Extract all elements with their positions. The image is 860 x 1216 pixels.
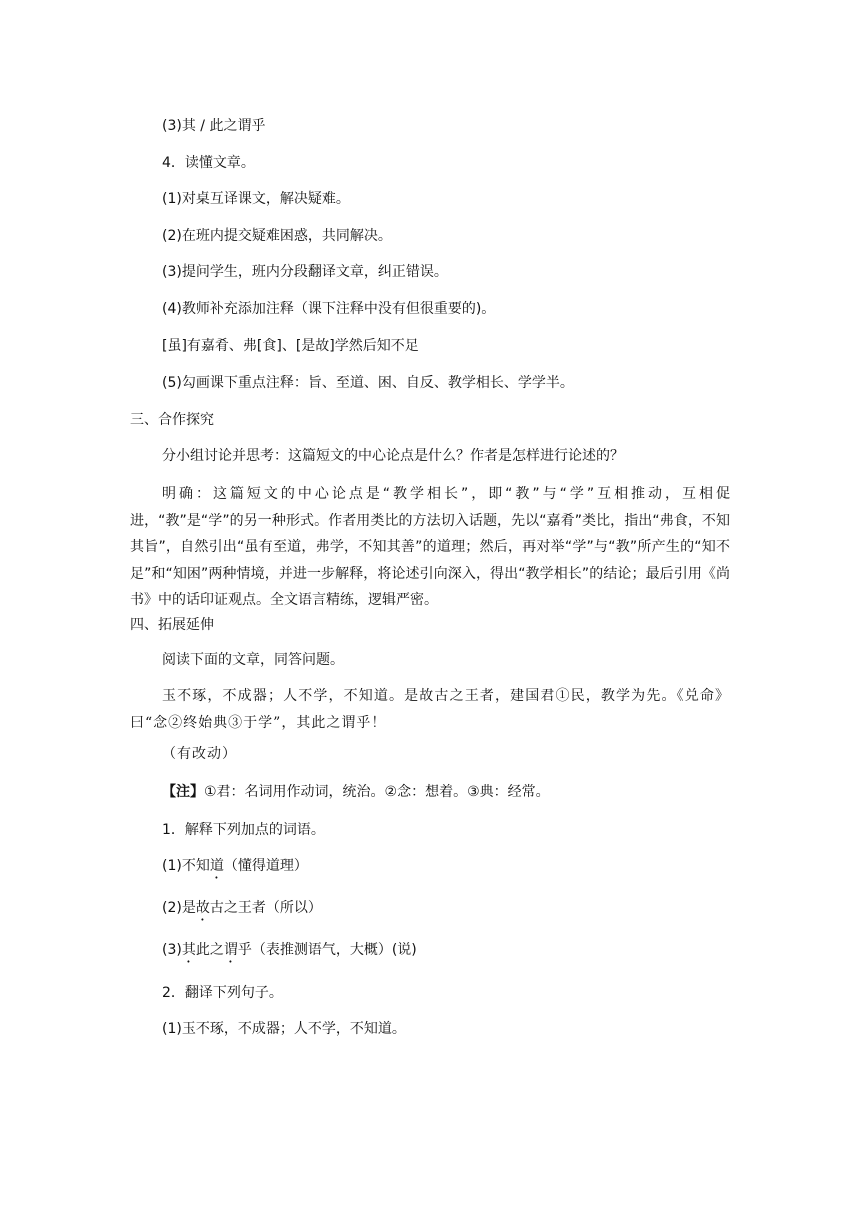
list-item: (2)在班内提交疑难困惑，共同解决。 <box>162 228 392 244</box>
question-heading: 1．解释下列加点的词语。 <box>162 822 325 838</box>
list-item: (5)勾画课下重点注释：旨、至道、困、自反、教学相长、学学半。 <box>162 375 574 391</box>
footnote <box>162 782 550 802</box>
dotted-word: 其 <box>181 942 196 958</box>
list-item: (3)提问学生，班内分段翻译文章，纠正错误。 <box>162 264 448 280</box>
item-text: (3) <box>162 942 182 958</box>
item-text: 乎（表推测语气，大概）(说) <box>237 942 417 958</box>
reading-passage: 玉不琢，不成器；人不学，不知道。是故古之王者，建国君①民，教学为先。《兑命》曰“念②终始典③于学”，其此之谓乎！ <box>130 688 730 731</box>
list-item: (1)对桌互译课文，解决疑难。 <box>162 191 350 207</box>
dotted-word: 道 <box>209 858 224 874</box>
annotation-words: [虽]有嘉肴、弗[食]、[是故]学然后知不足 <box>162 338 419 354</box>
item-text: （懂得道理） <box>223 858 308 874</box>
list-item <box>162 940 417 966</box>
list-item <box>162 898 322 924</box>
item-text: 此之 <box>195 942 224 958</box>
dotted-word: 故 <box>195 900 210 916</box>
source-note: （有改动） <box>162 746 237 762</box>
footnote-text: ①君：名词用作动词，统治。②念：想着。③典：经常。 <box>204 784 550 800</box>
paragraph: 阅读下面的文章，同答问题。 <box>162 652 344 668</box>
item-text: (2)是 <box>162 900 196 916</box>
list-item: (3)其 / 此之谓乎 <box>162 118 266 134</box>
item-text: (1)不知 <box>162 858 210 874</box>
question-heading: 2．翻译下列句子。 <box>162 985 283 1001</box>
dotted-word: 谓 <box>223 942 238 958</box>
list-item: (1)玉不琢，不成器；人不学，不知道。 <box>162 1021 406 1037</box>
item-text: 古之王者（所以） <box>209 900 322 916</box>
list-item: (4)教师补充添加注释（课下注释中没有但很重要的)。 <box>162 301 496 317</box>
section-heading: 四、拓展延伸 <box>130 617 214 633</box>
list-item <box>162 856 308 882</box>
section-heading: 三、合作探究 <box>130 412 214 428</box>
paragraph: 分小组讨论并思考：这篇短文的中心论点是什么？作者是怎样进行论述的？ <box>162 448 624 464</box>
step-heading: 4．读懂文章。 <box>162 155 255 171</box>
footnote-label: 【注】 <box>162 784 204 800</box>
paragraph: 明确：这篇短文的中心论点是“教学相长”，即“教”与“学”互相推动，互相促进，“教”是“学”的另一种形式。作者用类比的方法切入话题，先以“嘉肴”类比，指出“弗食，不知其旨”，自然引出“虽有至道，弗学，不知其善”的道理；然后，再对举“学”与“教”所产生的“知不足”和“知困”两种情境，并进一步解释，将论述引向深入，得出“教学相长”的结论；最后引用《尚书》中的话印证观点。全文语言精练，逻辑严密。 <box>130 486 730 608</box>
